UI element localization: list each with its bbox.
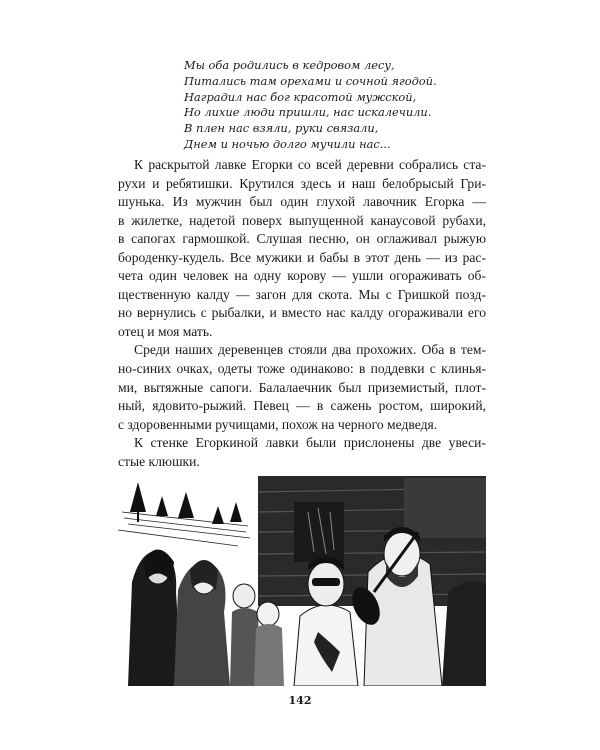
poem-line: Но лихие люди пришли, нас искалечили. xyxy=(184,105,432,120)
poem-line: Днем и ночью долго мучили нас... xyxy=(184,136,391,151)
poem-line: Питались там орехами и сочной ягодой. xyxy=(184,73,437,88)
text-line: отец и моя мать. xyxy=(118,323,213,339)
poem-line: В плен нас взяли, руки связали, xyxy=(184,121,379,136)
text-line: К стенке Егоркиной лавки были прислонены две увеси- xyxy=(134,435,486,451)
illustration-blind-singers xyxy=(118,472,486,686)
poem-line: Мы оба родились в кедровом лесу, xyxy=(184,58,395,72)
text-line: К раскрытой лавке Егорки со всей деревни собрались ста- xyxy=(134,157,486,172)
text-line: Среди наших деревенцев стояли два прохожих. Оба в тем- xyxy=(134,342,486,358)
text-line: в жилетке, надетой поверх выпущенной канаусовой рубахи, xyxy=(118,212,486,228)
text-line: с здоровенными ручищами, похож на черного медведя. xyxy=(118,416,438,432)
text-line: в сапогах гармошкой. Слушая песню, он оглаживал рыжую xyxy=(118,231,486,247)
poem-stanza xyxy=(184,58,484,153)
paragraph-1 xyxy=(118,156,486,341)
paragraph-3 xyxy=(118,434,486,471)
text-line: но вернулись с рыбалки, и вместо нас калду огораживали его xyxy=(118,305,486,321)
page-number: 142 xyxy=(288,694,312,707)
text-line: ный, ядовито-рыжий. Певец — в сажень ростом, широкий, xyxy=(118,398,486,414)
text-line: но-синих очках, одеты тоже одинаково: в поддевки с клинья- xyxy=(118,361,486,377)
paragraph-2 xyxy=(118,341,486,434)
text-line: щественную калду — загон для скота. Мы с Гришкой позд- xyxy=(118,286,486,302)
prose-body xyxy=(118,156,486,490)
text-line: бороденку-кудель. Все мужики и бабы в этот день — из рас- xyxy=(118,249,486,265)
text-line: стые клюшки. xyxy=(118,453,200,469)
text-line: чета один человек на одну корову — ушли огораживать об- xyxy=(118,268,486,284)
text-line: рухи и ребятишки. Крутился здесь и наш белобрысый Гри- xyxy=(118,175,486,191)
poem-line: Наградил нас бог красотой мужской, xyxy=(184,89,417,104)
text-line: ми, вытяжные сапоги. Балалаечник был приземистый, плот- xyxy=(118,379,486,395)
text-line: шунька. Из мужчин был один глухой лавочник Егорка — xyxy=(118,194,486,210)
